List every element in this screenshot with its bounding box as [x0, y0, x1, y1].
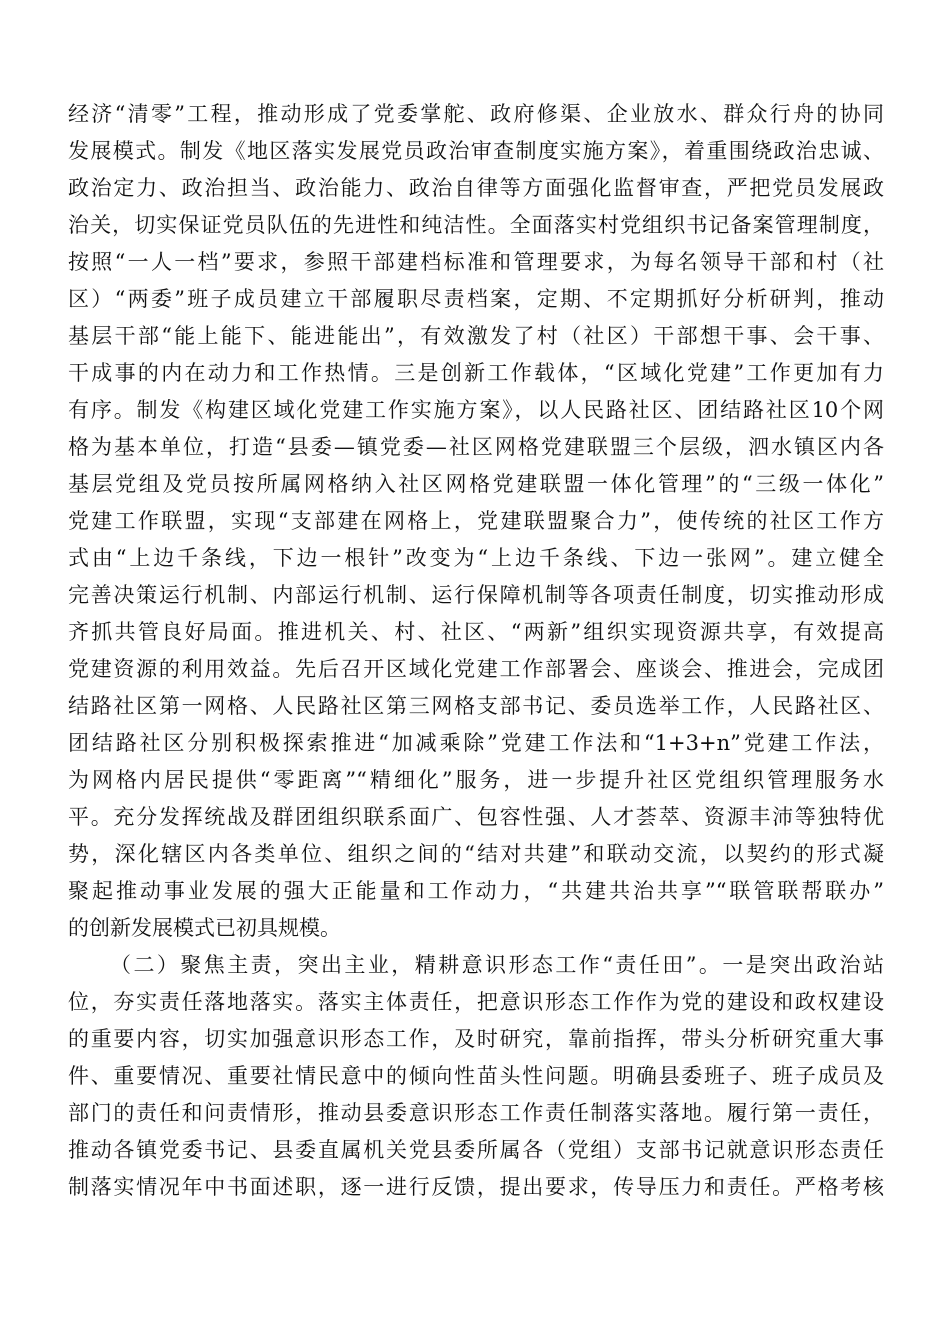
text-line: 干成事的内在动力和工作热情。三是创新工作载体，“区域化党建”工作更加有力 [68, 361, 884, 385]
text-line: 区）“两委”班子成员建立干部履职尽责档案，定期、不定期抓好分析研判，推动 [68, 287, 884, 311]
text-line: 党建资源的利用效益。先后召开区域化党建工作部署会、座谈会、推进会，完成团 [68, 657, 884, 681]
text-line: 平。充分发挥统战及群团组织联系面广、包容性强、人才荟萃、资源丰沛等独特优 [68, 805, 884, 829]
text-line: 件、重要情况、重要社情民意中的倾向性苗头性问题。明确县委班子、班子成员及 [68, 1064, 884, 1088]
text-line: 势，深化辖区内各类单位、组织之间的“结对共建”和联动交流，以契约的形式凝 [68, 842, 884, 866]
text-line: 式由“上边千条线，下边一根针”改变为“上边千条线、下边一张网”。建立健全 [68, 546, 884, 570]
text-line: 的创新发展模式已初具规模。 [68, 916, 341, 940]
text-line: 团结路社区分别积极探索推进“加减乘除”党建工作法和“1+3+n”党建工作法， [68, 731, 884, 755]
text-line: 按照“一人一档”要求，参照干部建档标准和管理要求，为每名领导干部和村（社 [68, 250, 884, 274]
text-line: （二）聚焦主责，突出主业，精耕意识形态工作“责任田”。一是突出政治站 [110, 953, 884, 977]
text-line: 部门的责任和问责情形，推动县委意识形态工作责任制落实落地。履行第一责任， [68, 1101, 884, 1125]
text-line: 基层党组及党员按所属网格纳入社区网格党建联盟一体化管理”的“三级一体化” [68, 472, 884, 496]
text-line: 制落实情况年中书面述职，逐一进行反馈，提出要求，传导压力和责任。严格考核 [68, 1175, 884, 1199]
text-line: 推动各镇党委书记、县委直属机关党县委所属各（党组）支部书记就意识形态责任 [68, 1138, 884, 1162]
text-line: 政治定力、政治担当、政治能力、政治自律等方面强化监督审查，严把党员发展政 [68, 176, 884, 200]
text-line: 齐抓共管良好局面。推进机关、村、社区、“两新”组织实现资源共享，有效提高 [68, 620, 884, 644]
document-page [68, 96, 884, 1206]
text-line: 的重要内容，切实加强意识形态工作，及时研究，靠前指挥，带头分析研究重大事 [68, 1027, 884, 1051]
text-line: 结路社区第一网格、人民路社区第三网格支部书记、委员选举工作，人民路社区、 [68, 694, 884, 718]
text-line: 发展模式。制发《地区落实发展党员政治审查制度实施方案》，着重围绕政治忠诚、 [68, 139, 884, 163]
text-line: 为网格内居民提供“零距离”“精细化”服务，进一步提升社区党组织管理服务水 [68, 768, 884, 792]
text-line: 聚起推动事业发展的强大正能量和工作动力，“共建共治共享”“联管联帮联办” [68, 879, 884, 903]
text-line: 有序。制发《构建区域化党建工作实施方案》，以人民路社区、团结路社区10个网 [68, 398, 884, 422]
text-line: 经济“清零”工程，推动形成了党委掌舵、政府修渠、企业放水、群众行舟的协同 [68, 102, 884, 126]
text-line: 党建工作联盟，实现“支部建在网格上，党建联盟聚合力”，使传统的社区工作方 [68, 509, 884, 533]
text-line: 格为基本单位，打造“县委—镇党委—社区网格党建联盟三个层级，泗水镇区内各 [68, 435, 884, 459]
text-line: 完善决策运行机制、内部运行机制、运行保障机制等各项责任制度，切实推动形成 [68, 583, 884, 607]
text-line: 位，夯实责任落地落实。落实主体责任，把意识形态工作作为党的建设和政权建设 [68, 990, 884, 1014]
text-line: 治关，切实保证党员队伍的先进性和纯洁性。全面落实村党组织书记备案管理制度， [68, 213, 884, 237]
text-line: 基层干部“能上能下、能进能出”，有效激发了村（社区）干部想干事、会干事、 [68, 324, 884, 348]
